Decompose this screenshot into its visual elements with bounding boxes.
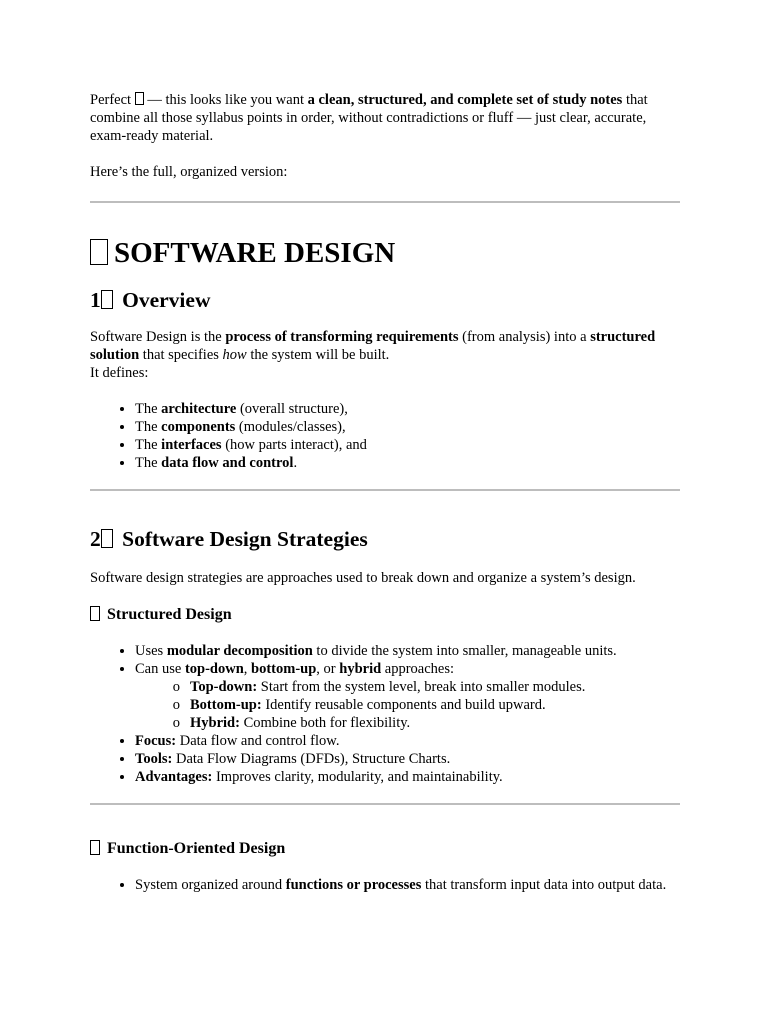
text-run: The xyxy=(135,437,162,453)
intro-paragraph xyxy=(90,91,680,145)
bold-text: Hybrid: xyxy=(190,715,240,731)
text-run: Start from the system level, break into smaller modules. xyxy=(257,679,586,695)
list-item xyxy=(135,750,680,768)
bold-text: Bottom-up: xyxy=(190,697,262,713)
list-item xyxy=(135,642,680,660)
section-heading-overview xyxy=(90,287,680,313)
text-run: Identify reusable components and build upward. xyxy=(261,697,546,713)
bold-text: architecture xyxy=(161,401,237,417)
sub-list xyxy=(135,678,680,732)
list-item xyxy=(135,436,680,454)
text-run: that transform input data into output data. xyxy=(421,877,667,893)
missing-glyph-icon xyxy=(135,92,144,105)
bold-text: interfaces xyxy=(161,437,222,453)
missing-glyph-icon xyxy=(90,840,100,855)
text-run: , or xyxy=(316,661,340,677)
document-title-text: SOFTWARE DESIGN xyxy=(114,237,396,269)
bold-text: top-down xyxy=(184,661,244,677)
text-run: Improves clarity, modularity, and maintainability. xyxy=(212,769,503,785)
text-run: The xyxy=(135,401,162,417)
text-run: Can use xyxy=(135,661,185,677)
subheading-structured-design xyxy=(90,605,680,625)
text-run: (overall structure), xyxy=(236,401,348,417)
sub-list-item xyxy=(180,714,680,732)
missing-glyph-icon xyxy=(101,529,113,548)
bold-text: Focus: xyxy=(135,733,177,749)
sub-list-item xyxy=(180,696,680,714)
bold-text: Top-down: xyxy=(190,679,258,695)
missing-glyph-icon xyxy=(90,239,108,265)
text-run: Combine both for flexibility. xyxy=(239,715,411,731)
bold-text: structured solution xyxy=(90,329,656,363)
text-run: , xyxy=(243,661,252,677)
text-run: Software Design is the xyxy=(90,329,226,345)
bold-text: Advantages: xyxy=(135,769,213,785)
strategies-paragraph xyxy=(90,569,680,587)
subheading-function-oriented-design xyxy=(90,839,680,859)
overview-list xyxy=(90,400,680,472)
text-run: (modules/classes), xyxy=(235,419,346,435)
text-run: that combine all those syllabus points in order, without contradictions or fluff — just clear, accurate, exam-ready material. xyxy=(90,92,648,144)
bold-text: hybrid xyxy=(339,661,382,677)
text-run: the system will be built. xyxy=(246,347,390,363)
text-run: — this looks like you want xyxy=(143,92,308,108)
bold-text: bottom-up xyxy=(251,661,317,677)
text-run: to divide the system into smaller, manageable units. xyxy=(312,643,617,659)
text-run: Function-Oriented Design xyxy=(103,840,286,857)
document-title xyxy=(90,236,680,270)
list-item xyxy=(135,660,680,732)
function-oriented-list xyxy=(90,876,680,894)
text-run: approaches: xyxy=(381,661,455,677)
text-run: Software Design Strategies xyxy=(116,527,368,551)
bold-text: modular decomposition xyxy=(166,643,313,659)
list-item xyxy=(135,400,680,418)
text-run: Perfect xyxy=(90,92,135,108)
bold-text: components xyxy=(161,419,236,435)
text-run: System organized around xyxy=(135,877,286,893)
text-run: Uses xyxy=(135,643,167,659)
text-run: The xyxy=(135,419,162,435)
text-run: 1 xyxy=(90,288,101,312)
text-run: It defines: xyxy=(90,365,149,381)
list-item xyxy=(135,768,680,786)
text-run: (how parts interact), and xyxy=(221,437,367,453)
overview-paragraph xyxy=(90,328,680,382)
bold-text: data flow and control xyxy=(161,455,294,471)
text-run: that specifies xyxy=(139,347,223,363)
text-run: The xyxy=(135,455,162,471)
bold-text: Tools: xyxy=(135,751,173,767)
italic-text: how xyxy=(222,347,247,363)
bold-text: functions or processes xyxy=(285,877,422,893)
text-run: Structured Design xyxy=(103,606,232,623)
text-run: Overview xyxy=(116,288,211,312)
text-run: Here’s the full, organized version: xyxy=(90,164,288,180)
text-run: (from analysis) into a xyxy=(458,329,591,345)
text-run: 2 xyxy=(90,527,101,551)
bold-text: process of transforming requirements xyxy=(225,329,459,345)
list-item xyxy=(135,876,680,894)
text-run: Data flow and control flow. xyxy=(176,733,340,749)
document-page xyxy=(90,91,680,894)
missing-glyph-icon xyxy=(101,290,113,309)
bold-text: a clean, structured, and complete set of study notes xyxy=(307,92,623,108)
section-heading-strategies xyxy=(90,526,680,552)
list-item xyxy=(135,454,680,472)
list-item xyxy=(135,418,680,436)
missing-glyph-icon xyxy=(90,606,100,621)
sub-list-item xyxy=(180,678,680,696)
structured-design-list xyxy=(90,642,680,786)
list-item xyxy=(135,732,680,750)
intro-lead-in xyxy=(90,163,680,181)
text-run: Data Flow Diagrams (DFDs), Structure Charts. xyxy=(172,751,451,767)
text-run: . xyxy=(293,455,298,471)
text-run: Software design strategies are approaches used to break down and organize a system’s design. xyxy=(90,570,636,586)
